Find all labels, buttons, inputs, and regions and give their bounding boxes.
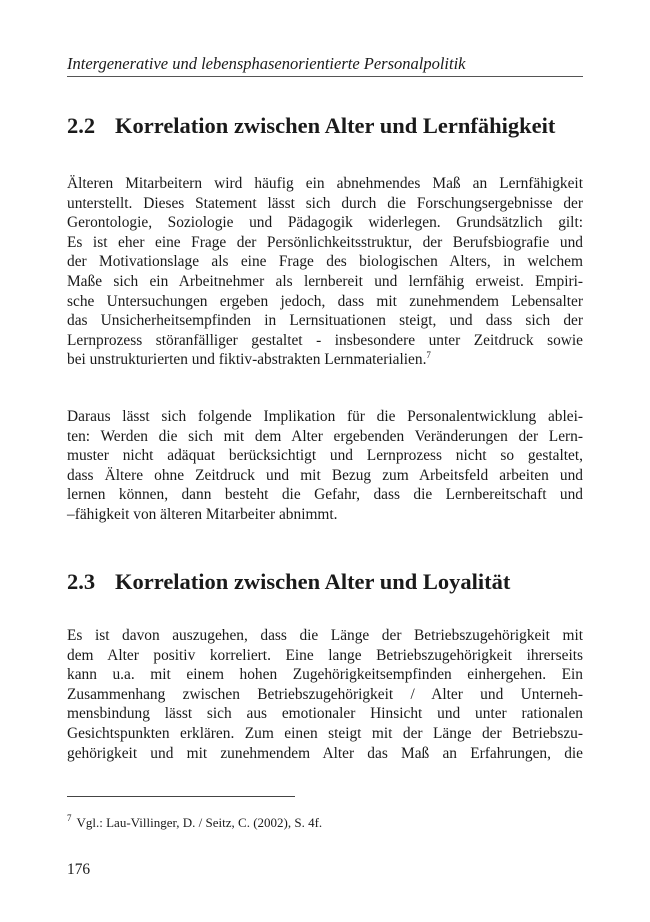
- text-line: Älteren Mitarbeitern wird häufig ein abnehmendes Maß an Lernfähigkeit: [67, 175, 583, 192]
- text-line: mensbindung lässt sich aus emotionaler Hinsicht und unter rationalen: [67, 705, 583, 723]
- text-line: [67, 350, 583, 370]
- footnote-marker: 7: [67, 813, 72, 823]
- footnote-reference[interactable]: 7: [426, 350, 431, 361]
- text-line: Es ist eher eine Frage der Persönlichkeitsstruktur, der Berufsbiografie und: [67, 233, 583, 251]
- section-heading-2-3: [67, 568, 510, 596]
- text-line: ten: Werden die sich mit dem Alter ergebenden Veränderungen der Lern-: [67, 427, 583, 445]
- text-line: sche Untersuchungen ergeben jedoch, dass mit zunehmendem Lebensalter: [67, 292, 583, 310]
- text-line: –fähigkeit von älteren Mitarbeiter abnimmt.: [67, 505, 338, 523]
- text-line: Lernprozess störanfälliger gestaltet - insbesondere unter Zeitdruck sowie: [67, 331, 583, 349]
- paragraph-learning-ability: [67, 174, 583, 370]
- text-line: Gerontologie, Soziologie und Pädagogik widerlegen. Grundsätzlich gilt:: [67, 214, 583, 232]
- text-line: das Unsicherheitsempfinden in Lernsituationen steigt, und dass sich der: [67, 312, 583, 330]
- running-head: Intergenerative und lebensphasenorientierte Personalpolitik: [67, 54, 583, 77]
- text-line-content: bei unstrukturierten und fiktiv-abstrakten Lernmaterialien.: [67, 351, 427, 369]
- footnote: [67, 815, 322, 831]
- page-number: 176: [67, 861, 91, 878]
- text-line: Es ist davon auszugehen, dass die Länge der Betriebszugehörigkeit mit: [67, 627, 583, 644]
- text-line: Maße sich ein Arbeitnehmer als lernbereit und lernfähig erweist. Empiri-: [67, 272, 583, 290]
- paragraph-implication: [67, 407, 583, 525]
- text-line: kann u.a. mit einem hohen Zugehörigkeitsempfinden einhergehen. Ein: [67, 666, 583, 684]
- section-number: 2.2: [67, 113, 96, 138]
- text-line: dem Alter positiv korreliert. Eine lange Betriebszugehörigkeit ihrerseits: [67, 646, 583, 664]
- text-line: der Motivationslage als eine Frage des biologischen Alters, in welchem: [67, 253, 583, 271]
- footnote-separator: [67, 796, 295, 797]
- footnote-text: Vgl.: Lau-Villinger, D. / Seitz, C. (2002), S. 4f.: [76, 815, 323, 830]
- text-line: Zusammenhang zwischen Betriebszugehörigkeit / Alter und Unterneh-: [67, 685, 583, 703]
- section-title: Korrelation zwischen Alter und Lernfähigkeit: [115, 113, 556, 138]
- section-heading-2-2: [67, 112, 555, 140]
- section-title: Korrelation zwischen Alter und Loyalität: [115, 569, 511, 594]
- text-line: unterstellt. Dieses Statement lässt sich durch die Forschungsergebnisse der: [67, 194, 583, 212]
- text-line: dass Ältere ohne Zeitdruck und mit Bezug zum Arbeitsfeld arbeiten und: [67, 466, 583, 484]
- section-number: 2.3: [67, 569, 96, 594]
- text-line: gehörigkeit und mit zunehmendem Alter das Maß an Erfahrungen, die: [67, 744, 583, 762]
- text-line: Daraus lässt sich folgende Implikation für die Personalentwicklung ablei-: [67, 408, 583, 425]
- text-line: lernen können, dann besteht die Gefahr, dass die Lernbereitschaft und: [67, 486, 583, 504]
- text-line: Gesichtspunkten erklären. Zum einen steigt mit der Länge der Betriebszu-: [67, 724, 583, 742]
- text-line: muster nicht adäquat berücksichtigt und Lernprozess nicht so gestaltet,: [67, 447, 583, 465]
- paragraph-loyalty: [67, 626, 583, 763]
